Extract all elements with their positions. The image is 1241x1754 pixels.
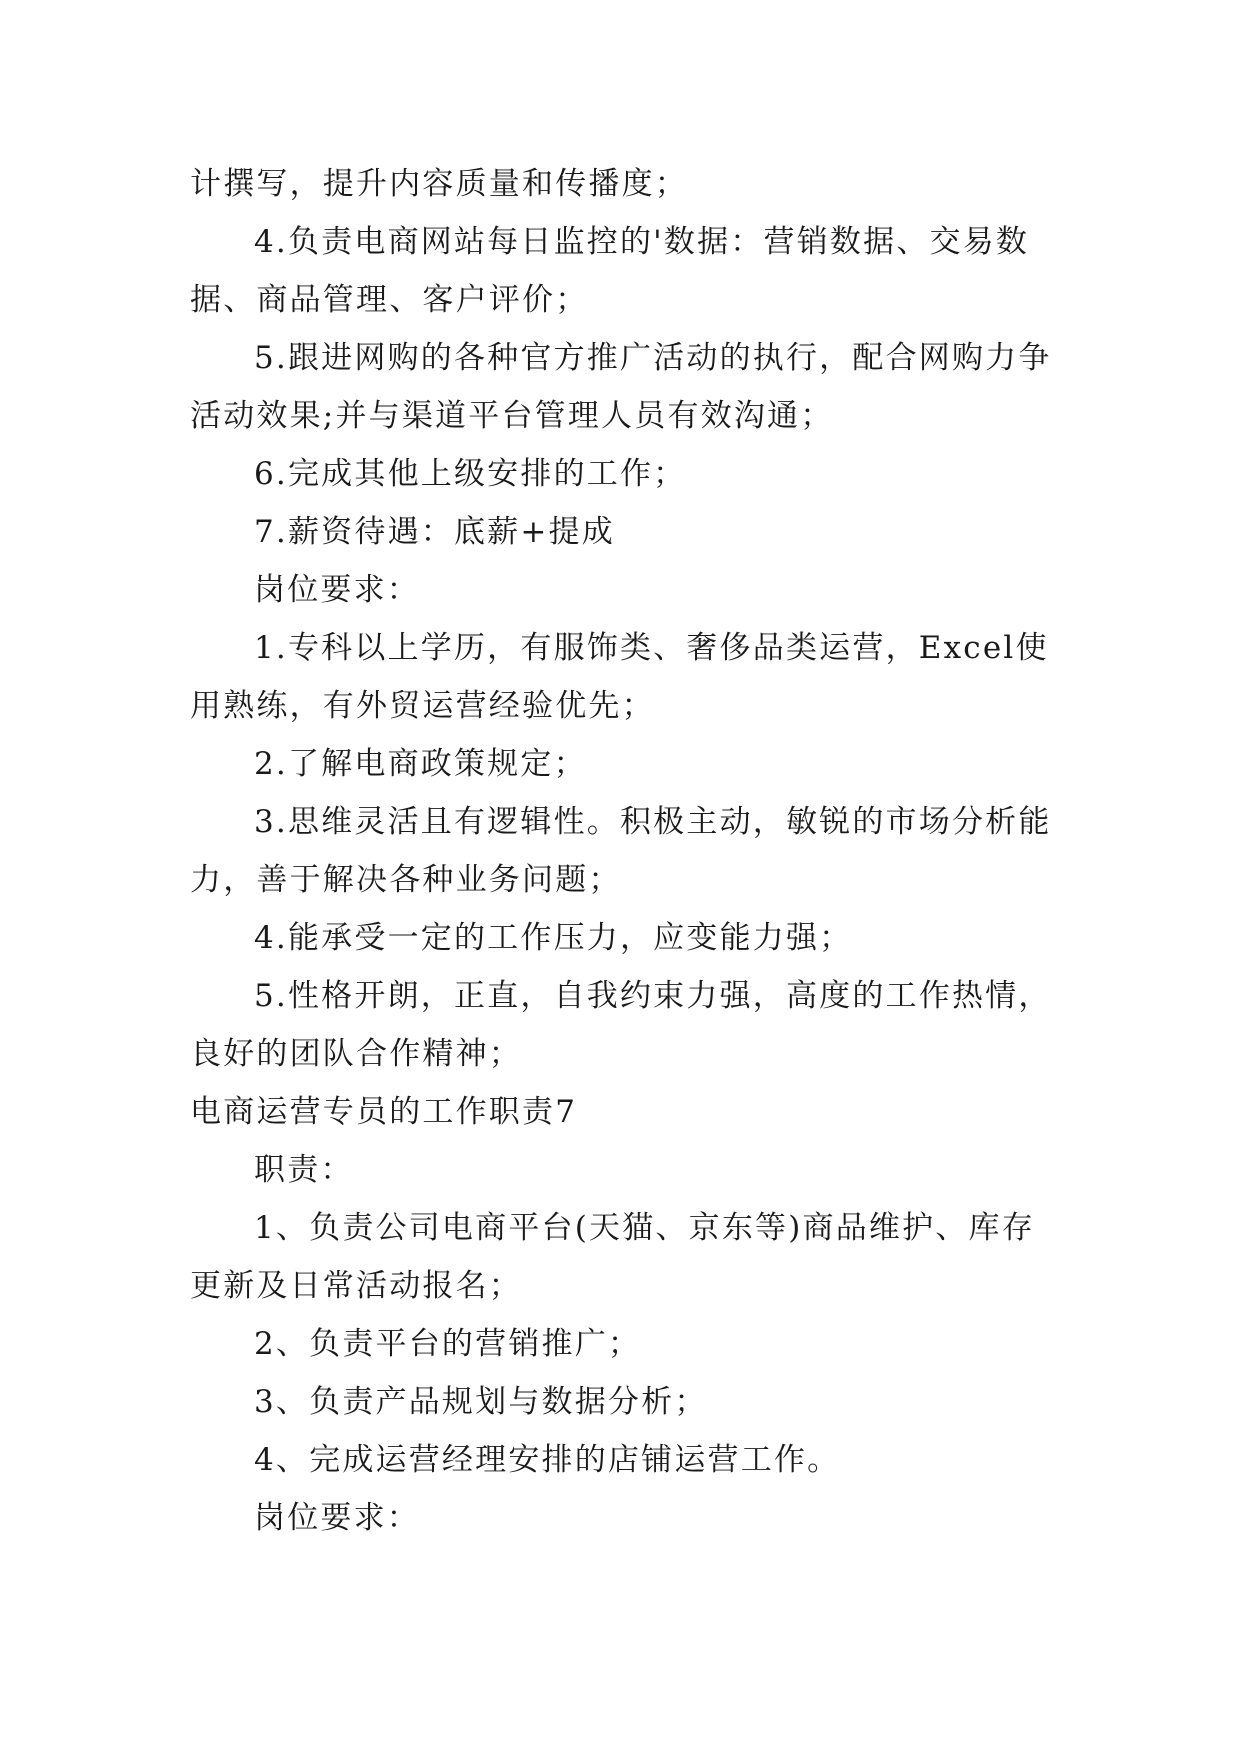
section-heading: 岗位要求： [254,572,420,608]
paragraph: 5.性格开朗，正直，自我约束力强，高度的工作热情，良好的团队合作精神； [190,978,1052,1072]
document-body [190,155,1060,1547]
paragraph: 5.跟进网购的各种官方推广活动的执行，配合网购力争活动效果;并与渠道平台管理人员有效沟通； [190,340,1052,434]
section-heading: 职责： [254,1152,354,1188]
paragraph: 4、完成运营经理安排的店铺运营工作。 [254,1442,841,1478]
paragraph: 6.完成其他上级安排的工作； [254,456,687,492]
paragraph: 3、负责产品规划与数据分析； [254,1384,708,1420]
paragraph: 4.负责电商网站每日监控的'数据：营销数据、交易数据、商品管理、客户评价； [190,224,1030,318]
paragraph: 2、负责平台的营销推广； [254,1326,642,1362]
paragraph: 4.能承受一定的工作压力，应变能力强； [254,920,853,956]
paragraph: 3.思维灵活且有逻辑性。积极主动，敏锐的市场分析能力，善于解决各种业务问题； [190,804,1052,898]
section-heading: 岗位要求： [254,1500,420,1536]
paragraph: 2.了解电商政策规定； [254,746,587,782]
document-title: 电商运营专员的工作职责7 [190,1094,578,1130]
paragraph: 1、负责公司电商平台(天猫、京东等)商品维护、库存更新及日常活动报名； [190,1210,1035,1304]
paragraph: 7.薪资待遇：底薪+提成 [254,514,615,550]
paragraph: 1.专科以上学历，有服饰类、奢侈品类运营，Excel使用熟练，有外贸运营经验优先； [190,630,1049,724]
paragraph: 计撰写，提升内容质量和传播度； [190,166,688,202]
